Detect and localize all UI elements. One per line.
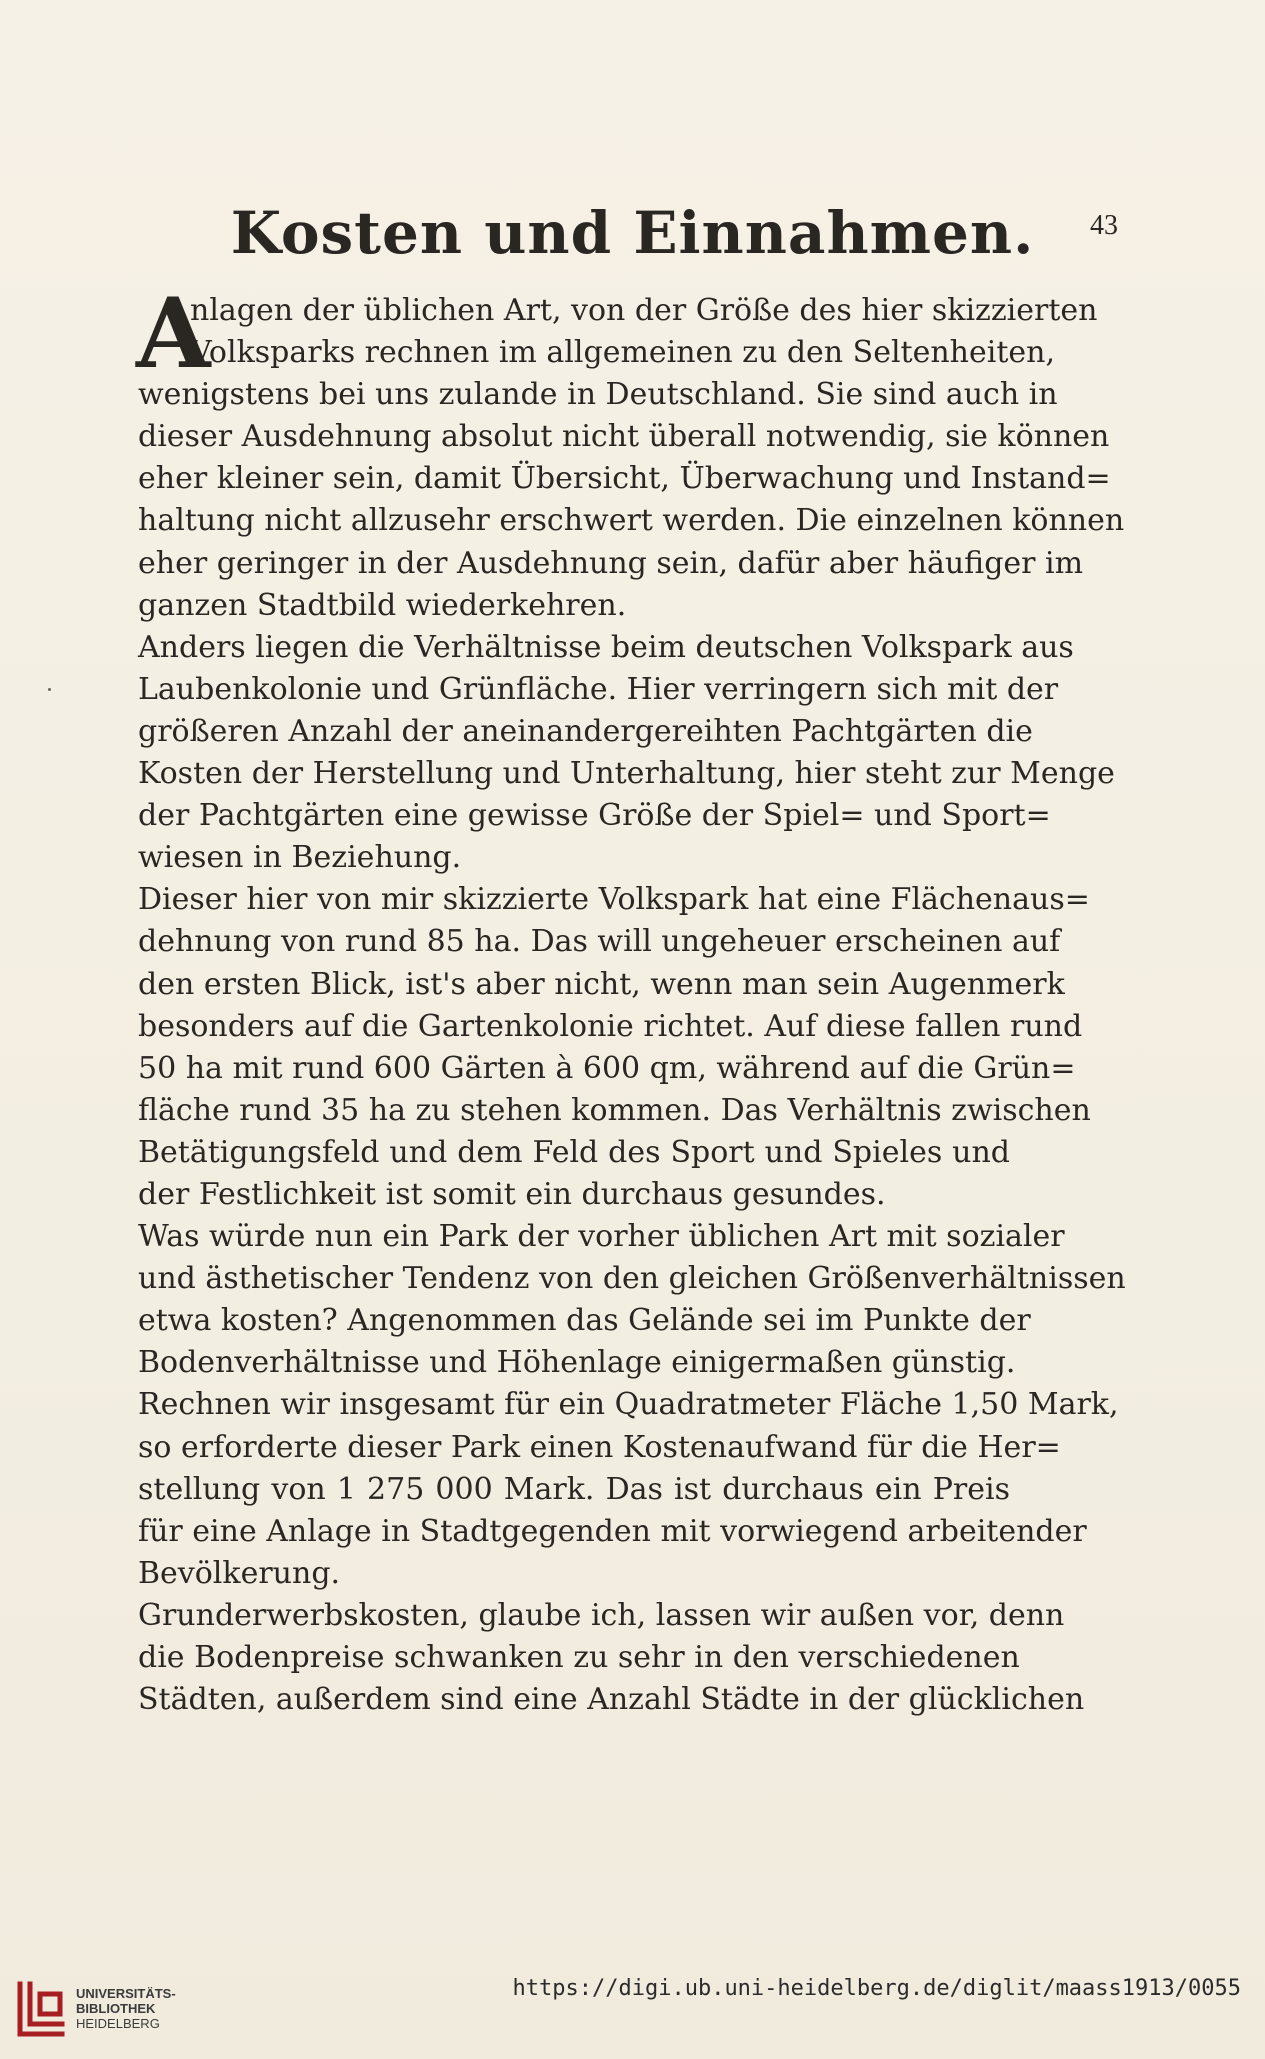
text-line: Volksparks rechnen im allgemeinen zu den Seltenheiten, xyxy=(190,335,1056,371)
paper-speck xyxy=(48,688,51,691)
text-line: Betätigungsfeld und dem Feld des Sport und Spieles und xyxy=(138,1134,1010,1170)
text-line: der Festlichkeit ist somit ein durchaus gesundes. xyxy=(138,1176,886,1212)
text-line: so erforderte dieser Park einen Kostenaufwand für die Her= xyxy=(138,1429,1061,1465)
text-line: dieser Ausdehnung absolut nicht überall notwendig, sie können xyxy=(138,419,1110,455)
text-line: eher geringer in der Ausdehnung sein, dafür aber häufiger im xyxy=(138,545,1084,581)
text-line: größeren Anzahl der aneinandergereihten Pachtgärten die xyxy=(138,713,1033,749)
text-line: etwa kosten? Angenommen das Gelände sei im Punkte der xyxy=(138,1303,1031,1339)
page-footer xyxy=(0,1960,1265,2059)
drop-cap: A xyxy=(136,277,211,390)
text-line: Bevölkerung. xyxy=(138,1555,341,1591)
text-line: besonders auf die Gartenkolonie richtet. Auf diese fallen rund xyxy=(138,1008,1083,1044)
text-line: der Pachtgärten eine gewisse Größe der Spiel= und Sport= xyxy=(138,798,1051,834)
text-line: haltung nicht allzusehr erschwert werden. Die einzelnen können xyxy=(138,503,1125,539)
text-line: ganzen Stadtbild wiederkehren. xyxy=(138,587,627,623)
source-url[interactable]: https://digi.ub.uni-heidelberg.de/diglit/maass1913/0055 xyxy=(512,1976,1241,2001)
text-line: Rechnen wir insgesamt für ein Quadratmeter Fläche 1,50 Mark, xyxy=(138,1387,1119,1423)
institution-line: UNIVERSITÄTS- xyxy=(76,1986,176,2001)
text-line: Bodenverhältnisse und Höhenlage einigermaßen günstig. xyxy=(138,1345,1016,1381)
text-line: Was würde nun ein Park der vorher üblichen Art mit sozialer xyxy=(138,1219,1065,1255)
text-line: wiesen in Beziehung. xyxy=(138,840,462,876)
text-line: Kosten der Herstellung und Unterhaltung, hier steht zur Menge xyxy=(138,756,1115,792)
text-line: für eine Anlage in Stadtgegenden mit vorwiegend arbeitender xyxy=(138,1513,1087,1549)
text-line: nlagen der üblichen Art, von der Größe des hier skizzierten xyxy=(190,293,1098,328)
library-logo-icon xyxy=(12,1978,68,2040)
text-line: eher kleiner sein, damit Übersicht, Überwachung und Instand= xyxy=(138,461,1111,497)
institution-name xyxy=(76,1986,176,2031)
page-number: 43 xyxy=(1090,210,1118,241)
institution-line: HEIDELBERG xyxy=(76,2016,160,2031)
text-line: stellung von 1 275 000 Mark. Das ist durchaus ein Preis xyxy=(138,1471,1010,1507)
text-line: Laubenkolonie und Grünfläche. Hier verringern sich mit der xyxy=(138,671,1059,707)
text-line: Grunderwerbskosten, glaube ich, lassen wir außen vor, denn xyxy=(138,1597,1065,1633)
text-line: fläche rund 35 ha zu stehen kommen. Das Verhältnis zwischen xyxy=(138,1092,1091,1128)
text-line: wenigstens bei uns zulande in Deutschland. Sie sind auch in xyxy=(138,377,1058,413)
text-line: Dieser hier von mir skizzierte Volkspark hat eine Flächenaus= xyxy=(138,882,1090,918)
body-text xyxy=(136,277,1126,1721)
page-title: Kosten und Einnahmen. xyxy=(230,199,1035,267)
text-line: Städten, außerdem sind eine Anzahl Städte in der glücklichen xyxy=(138,1682,1085,1718)
text-line: den ersten Blick, ist's aber nicht, wenn man sein Augenmerk xyxy=(138,966,1065,1002)
text-line: die Bodenpreise schwanken zu sehr in den verschiedenen xyxy=(138,1640,1020,1675)
text-line: und ästhetischer Tendenz von den gleichen Größenverhältnissen xyxy=(138,1261,1126,1297)
institution-line: BIBLIOTHEK xyxy=(76,2001,156,2016)
text-line: dehnung von rund 85 ha. Das will ungeheuer erscheinen auf xyxy=(138,924,1061,960)
text-line: 50 ha mit rund 600 Gärten à 600 qm, während auf die Grün= xyxy=(138,1050,1076,1086)
text-line: Anders liegen die Verhältnisse beim deutschen Volkspark aus xyxy=(138,629,1074,665)
